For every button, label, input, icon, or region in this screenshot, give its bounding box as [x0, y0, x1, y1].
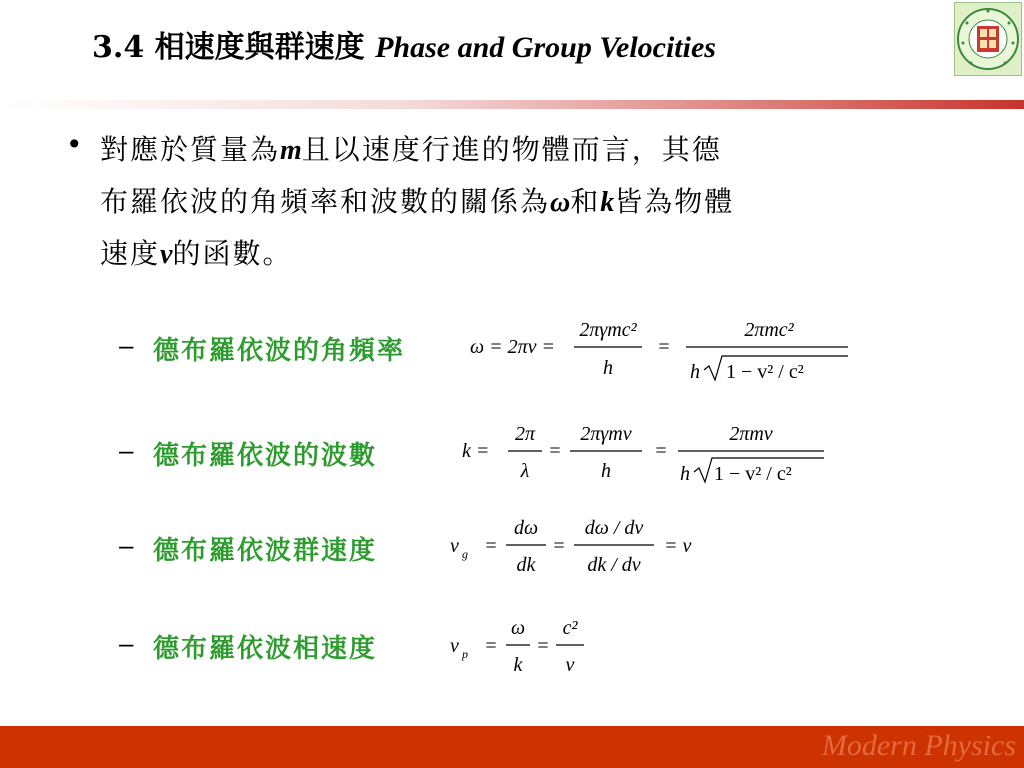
eq-fraction-numerator: 2πγmv: [580, 423, 632, 445]
slide-title: [92, 22, 716, 66]
eq-lhs: ω = 2πν =: [470, 336, 556, 358]
eq-fraction-numerator: 2πγmc²: [579, 319, 637, 341]
bullet-marker: •: [66, 128, 83, 161]
eq-equals: =: [549, 440, 561, 462]
footer-course-name: Modern Physics: [821, 729, 1016, 762]
eq-fraction-denominator: dk: [516, 554, 536, 576]
eq-fraction-numerator: c²: [562, 617, 578, 639]
var-omega: ω: [550, 187, 571, 218]
equation-phase-velocity: [446, 608, 596, 688]
seal-graphic: [955, 3, 1021, 75]
eq-equals: =: [658, 336, 670, 358]
eq-fraction-denominator: dk / dv: [587, 554, 641, 576]
sub-item-dash: –: [119, 530, 134, 560]
eq-equals: =: [537, 635, 549, 657]
university-seal-icon: [954, 2, 1022, 76]
eq-fraction-denominator: h: [603, 357, 613, 379]
slide-title-zh: 相速度與群速度: [154, 30, 365, 65]
eq-equals: =: [485, 535, 497, 557]
var-v: v: [160, 239, 173, 270]
label-wave-number: 德布羅依波的波數: [153, 441, 378, 471]
sub-item-dash: –: [119, 435, 134, 465]
bullet-text-part: 且以速度行進的物體而言，其德: [301, 133, 722, 166]
eq-fraction-denominator: k: [513, 654, 523, 676]
bullet-text-part: 布羅依波的角頻率和波數的關係為: [100, 185, 551, 218]
eq-fraction-numerator: ω: [510, 617, 526, 639]
eq-rhs: = v: [664, 535, 692, 557]
bullet-text-part: 和: [570, 185, 601, 218]
equation-group-velocity: [446, 508, 716, 588]
var-k: k: [600, 187, 615, 218]
slide-title-en: Phase and Group Velocities: [375, 31, 716, 64]
eq-fraction-denominator: h: [690, 361, 700, 383]
equation-angular-frequency: [466, 306, 856, 392]
title-divider: [0, 100, 1024, 109]
label-phase-velocity: 德布羅依波相速度: [153, 634, 378, 664]
label-angular-frequency: 德布羅依波的角頻率: [153, 336, 406, 366]
eq-lhs-subscript: p: [462, 647, 468, 661]
bullet-text-part: 皆為物體: [614, 185, 735, 218]
eq-sqrt-radicand: 1 − v² / c²: [726, 361, 804, 383]
label-group-velocity: 德布羅依波群速度: [153, 536, 378, 566]
eq-fraction-numerator: dω / dv: [584, 517, 644, 539]
eq-sqrt-radicand: 1 − v² / c²: [714, 463, 792, 485]
eq-fraction-numerator: 2πmv: [729, 423, 773, 445]
footer-bar: [0, 726, 1024, 768]
bullet-text-part: 速度: [100, 237, 161, 270]
eq-fraction-numerator: 2πmc²: [744, 319, 794, 341]
eq-fraction-denominator: v: [565, 654, 575, 676]
sub-item-dash: –: [119, 330, 134, 360]
eq-lhs: v: [450, 635, 459, 657]
eq-equals: =: [485, 635, 497, 657]
var-m: m: [280, 135, 302, 166]
eq-fraction-numerator: 2π: [514, 423, 536, 445]
eq-fraction-denominator: h: [601, 460, 611, 482]
eq-lhs-subscript: g: [462, 547, 468, 561]
equation-wave-number: [458, 412, 828, 498]
eq-lhs: k =: [462, 440, 490, 462]
slide-number: 3.4: [92, 30, 145, 65]
eq-equals: =: [655, 440, 667, 462]
bullet-text-part: 對應於質量為: [100, 133, 281, 166]
bullet-text-part: 的函數。: [172, 237, 293, 270]
bullet-text: [100, 124, 960, 280]
sub-item-dash: –: [119, 628, 134, 658]
eq-fraction-denominator: h: [680, 463, 690, 485]
eq-fraction-numerator: dω: [513, 517, 539, 539]
eq-equals: =: [553, 535, 565, 557]
eq-lhs: v: [450, 535, 459, 557]
eq-fraction-denominator: λ: [520, 460, 530, 482]
